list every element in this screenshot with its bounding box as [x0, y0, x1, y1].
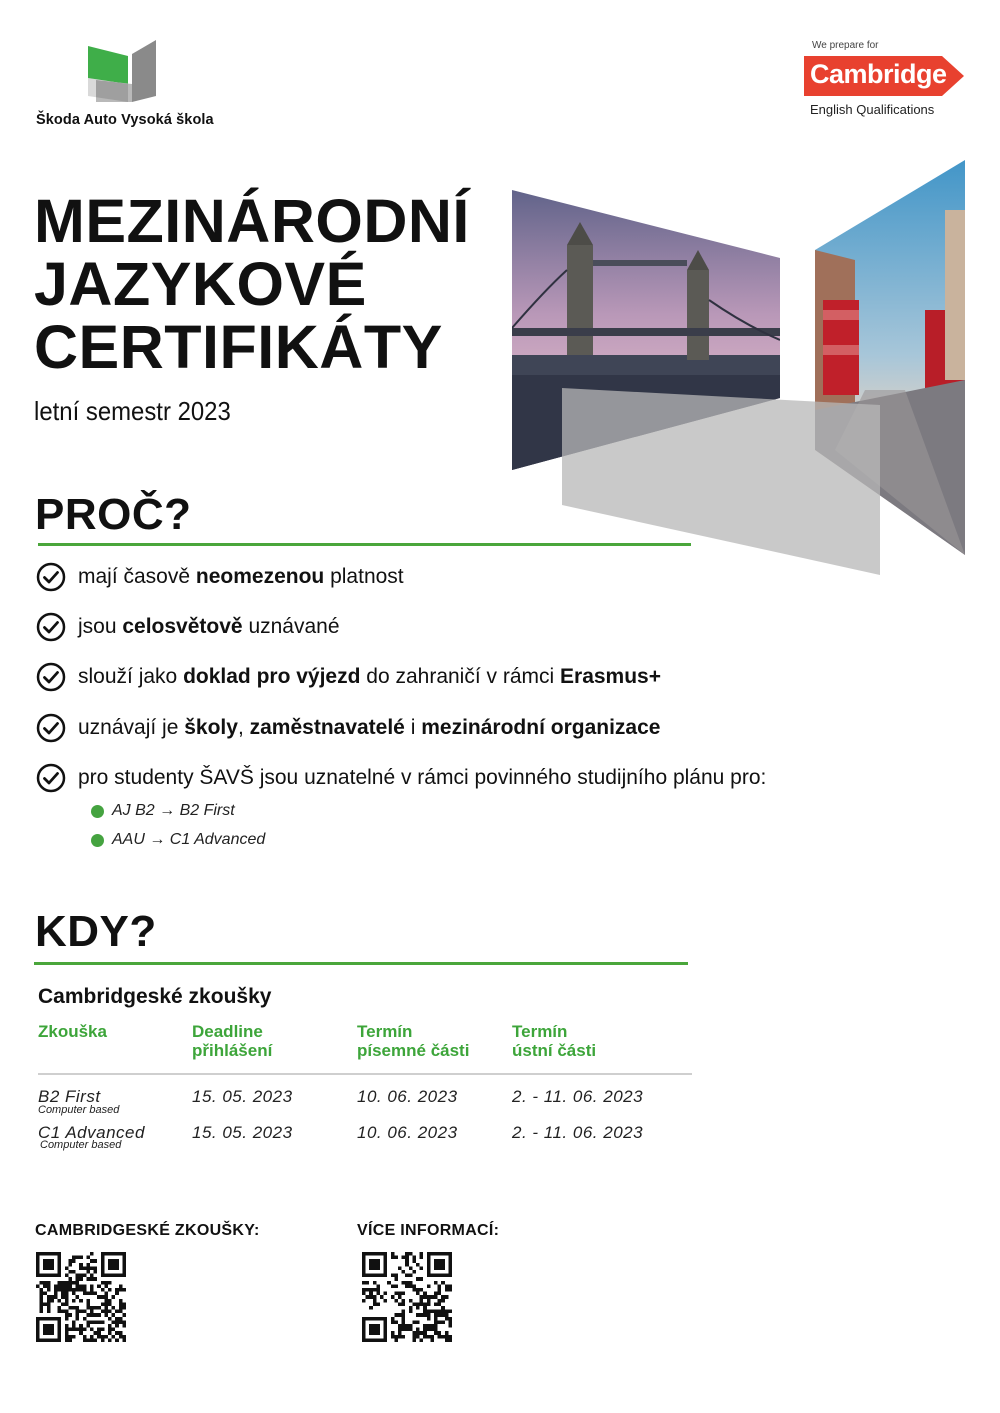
reason-text: jsou celosvětově uznávané [78, 615, 340, 638]
cell-exam: B2 First [38, 1087, 101, 1106]
when-heading: KDY? [35, 907, 157, 956]
page-title [34, 187, 470, 381]
title-line: JAZYKOVÉ [34, 250, 367, 318]
sub-item-text: AJ B2 → B2 First [112, 802, 235, 819]
exams-title: Cambridgeské zkoušky [38, 985, 272, 1008]
cell-oral: 2. - 11. 06. 2023 [512, 1123, 644, 1142]
title-line: CERTIFIKÁTY [34, 313, 443, 381]
reason-item [36, 560, 404, 594]
qr-code-cambridge-icon[interactable] [36, 1252, 126, 1342]
cell-oral: 2. - 11. 06. 2023 [512, 1087, 644, 1106]
bullet-dot-icon [91, 805, 104, 818]
cell-written: 10. 06. 2023 [357, 1123, 458, 1142]
title-line: MEZINÁRODNÍ [34, 187, 470, 255]
column-header-exam: Zkouška [38, 1022, 107, 1041]
cambridge-subtitle: English Qualifications [810, 102, 935, 117]
check-circle-icon [36, 662, 66, 692]
qr-label-cambridge: CAMBRIDGESKÉ ZKOUŠKY: [35, 1222, 260, 1239]
cell-exam: C1 Advanced [38, 1123, 145, 1142]
school-logo-icon [86, 40, 158, 106]
reason-item [36, 711, 660, 745]
london-photo-collage [505, 150, 975, 590]
cell-deadline: 15. 05. 2023 [192, 1123, 293, 1142]
cell-deadline: 15. 05. 2023 [192, 1087, 293, 1106]
cell-written: 10. 06. 2023 [357, 1087, 458, 1106]
reason-item [36, 610, 340, 644]
why-divider [38, 543, 691, 546]
check-circle-icon [36, 713, 66, 743]
semester-label: letní semestr 2023 [34, 396, 231, 426]
check-circle-icon [36, 612, 66, 642]
column-header-deadline: Deadline přihlášení [192, 1022, 273, 1060]
cambridge-name: Cambridge [810, 59, 947, 89]
sub-item-text: AAU → C1 Advanced [112, 831, 266, 848]
cambridge-prefix: We prepare for [812, 40, 879, 51]
cell-exam-note: Computer based [40, 1139, 122, 1151]
school-name: Škoda Auto Vysoká škola [36, 112, 214, 128]
qr-code-more-info-icon[interactable] [362, 1252, 452, 1342]
reason-item [36, 761, 766, 795]
why-heading: PROČ? [35, 490, 192, 539]
check-circle-icon [36, 562, 66, 592]
qr-label-more-info: VÍCE INFORMACÍ: [357, 1222, 500, 1239]
reason-text: uznávají je školy, zaměstnavatelé i mezinárodní organizace [78, 716, 661, 739]
column-header-oral: Termín ústní části [512, 1022, 597, 1060]
reason-item [36, 660, 661, 694]
sub-item [91, 802, 235, 820]
reason-text: mají časově neomezenou platnost [78, 565, 404, 588]
reason-text: pro studenty ŠAVŠ jsou uznatelné v rámci povinného studijního plánu pro: [78, 766, 767, 789]
bullet-dot-icon [91, 834, 104, 847]
sub-item [91, 831, 265, 849]
table-divider [38, 1073, 692, 1075]
cell-exam-note: Computer based [38, 1104, 120, 1116]
reason-text: slouží jako doklad pro výjezd do zahraničí v rámci Erasmus+ [78, 665, 661, 688]
when-divider [34, 962, 688, 965]
column-header-written: Termín písemné části [357, 1022, 470, 1060]
check-circle-icon [36, 763, 66, 793]
